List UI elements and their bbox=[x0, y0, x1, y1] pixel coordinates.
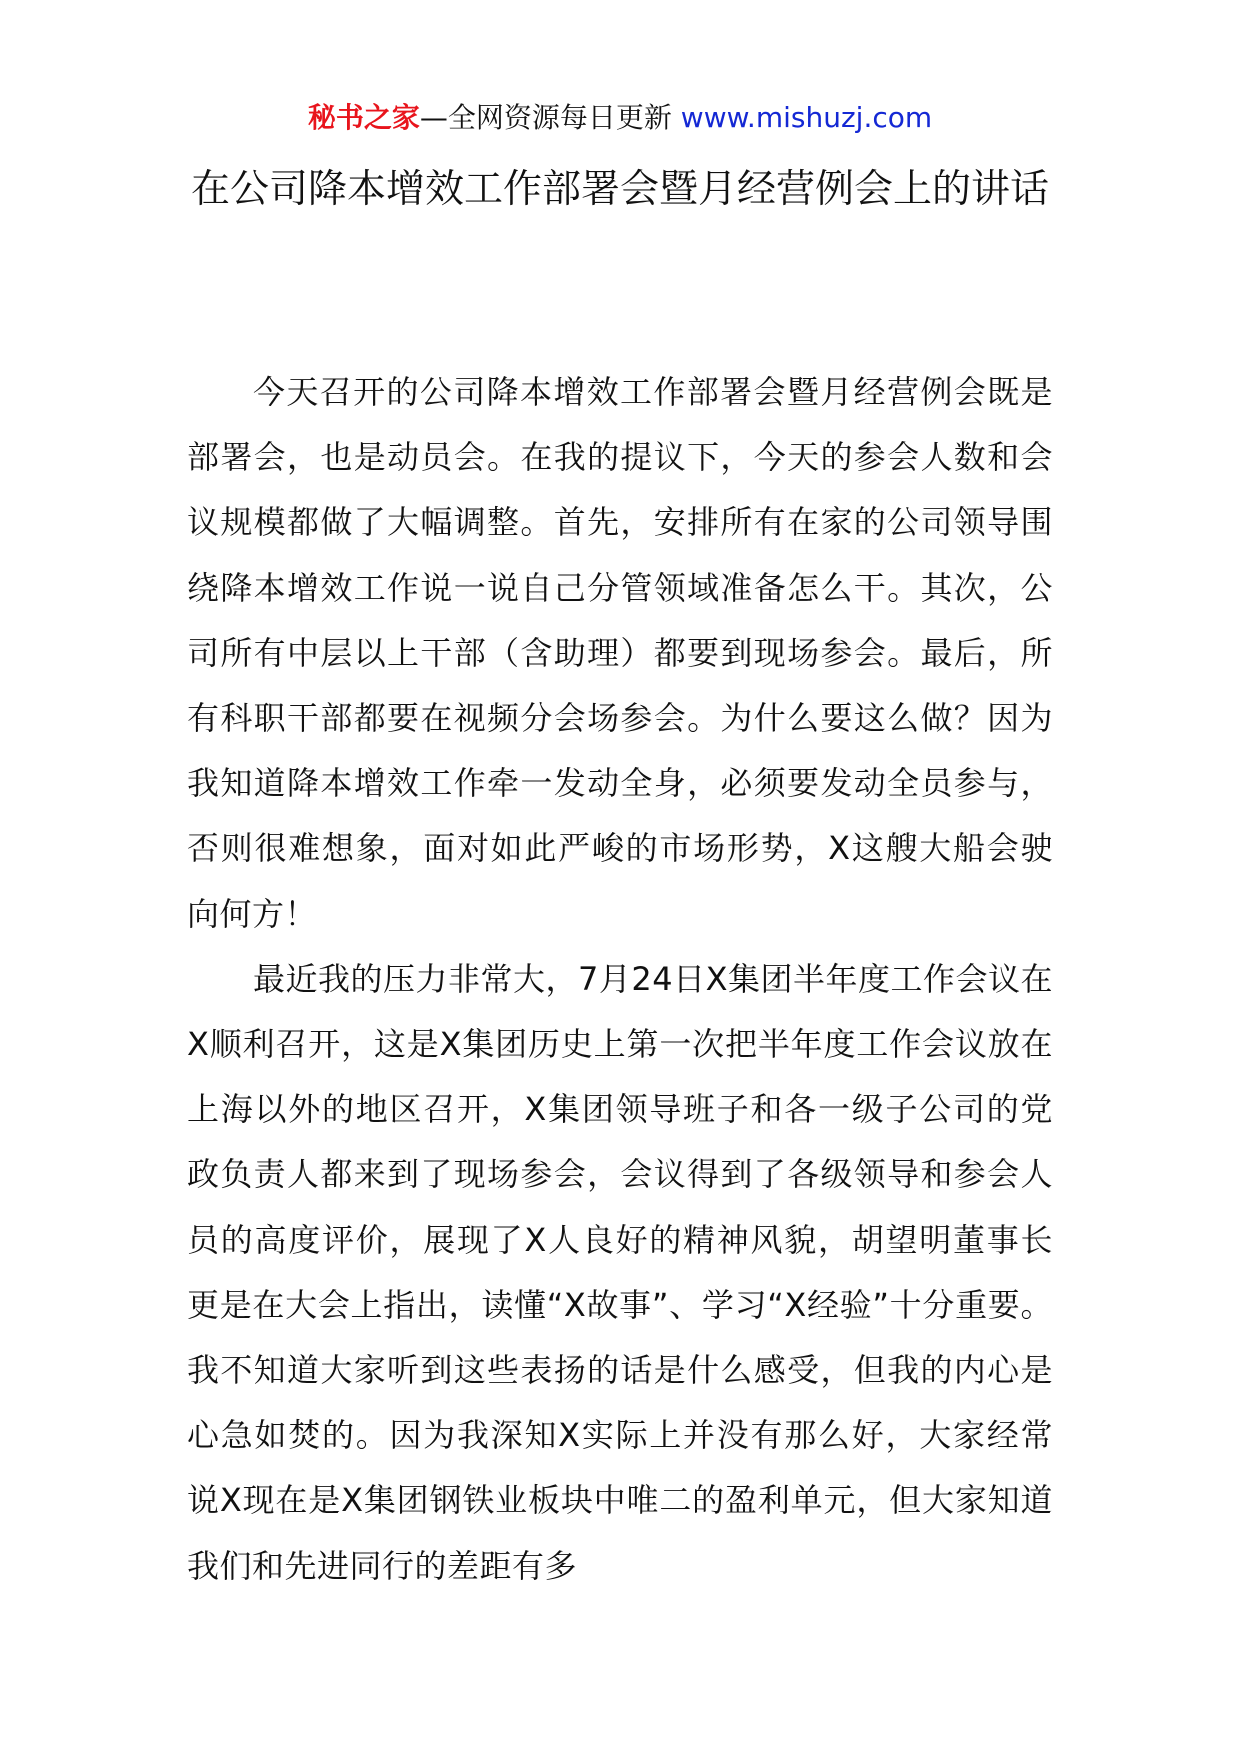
banner-slogan: —全网资源每日更新 bbox=[419, 101, 672, 134]
document-body bbox=[187, 360, 1053, 1599]
brand-name: 秘书之家 bbox=[307, 101, 420, 134]
paragraph: 今天召开的公司降本增效工作部署会暨月经营例会既是部署会，也是动员会。在我的提议下，今天的参会人数和会议规模都做了大幅调整。首先，安排所有在家的公司领导围绕降本增效工作说一说自己分管领域准备怎么干。其次，公司所有中层以上干部（含助理）都要到现场参会。最后，所有科职干部都要在视频分会场参会。为什么要这么做？因为我知道降本增效工作牵一发动全身，必须要发动全员参与，否则很难想象，面对如此严峻的市场形势，X这艘大船会驶向何方！ bbox=[187, 373, 1053, 933]
paragraph: 最近我的压力非常大，7月24日X集团半年度工作会议在X顺利召开，这是X集团历史上第一次把半年度工作会议放在上海以外的地区召开，X集团领导班子和各一级子公司的党政负责人都来到了现场参会，会议得到了各级领导和参会人员的高度评价，展现了X人良好的精神风貌，胡望明董事长更是在大会上指出，读懂“X故事”、学习“X经验”十分重要。我不知道大家听到这些表扬的话是什么感受，但我的内心是心急如焚的。因为我深知X实际上并没有那么好，大家经常说X现在是X集团钢铁业板块中唯二的盈利单元，但大家知道我们和先进同行的差距有多 bbox=[187, 959, 1054, 1585]
site-banner bbox=[0, 98, 1240, 138]
site-url-link[interactable]: www.mishuzj.com bbox=[680, 101, 933, 134]
document-title: 在公司降本增效工作部署会暨月经营例会上的讲话 bbox=[190, 167, 1049, 212]
